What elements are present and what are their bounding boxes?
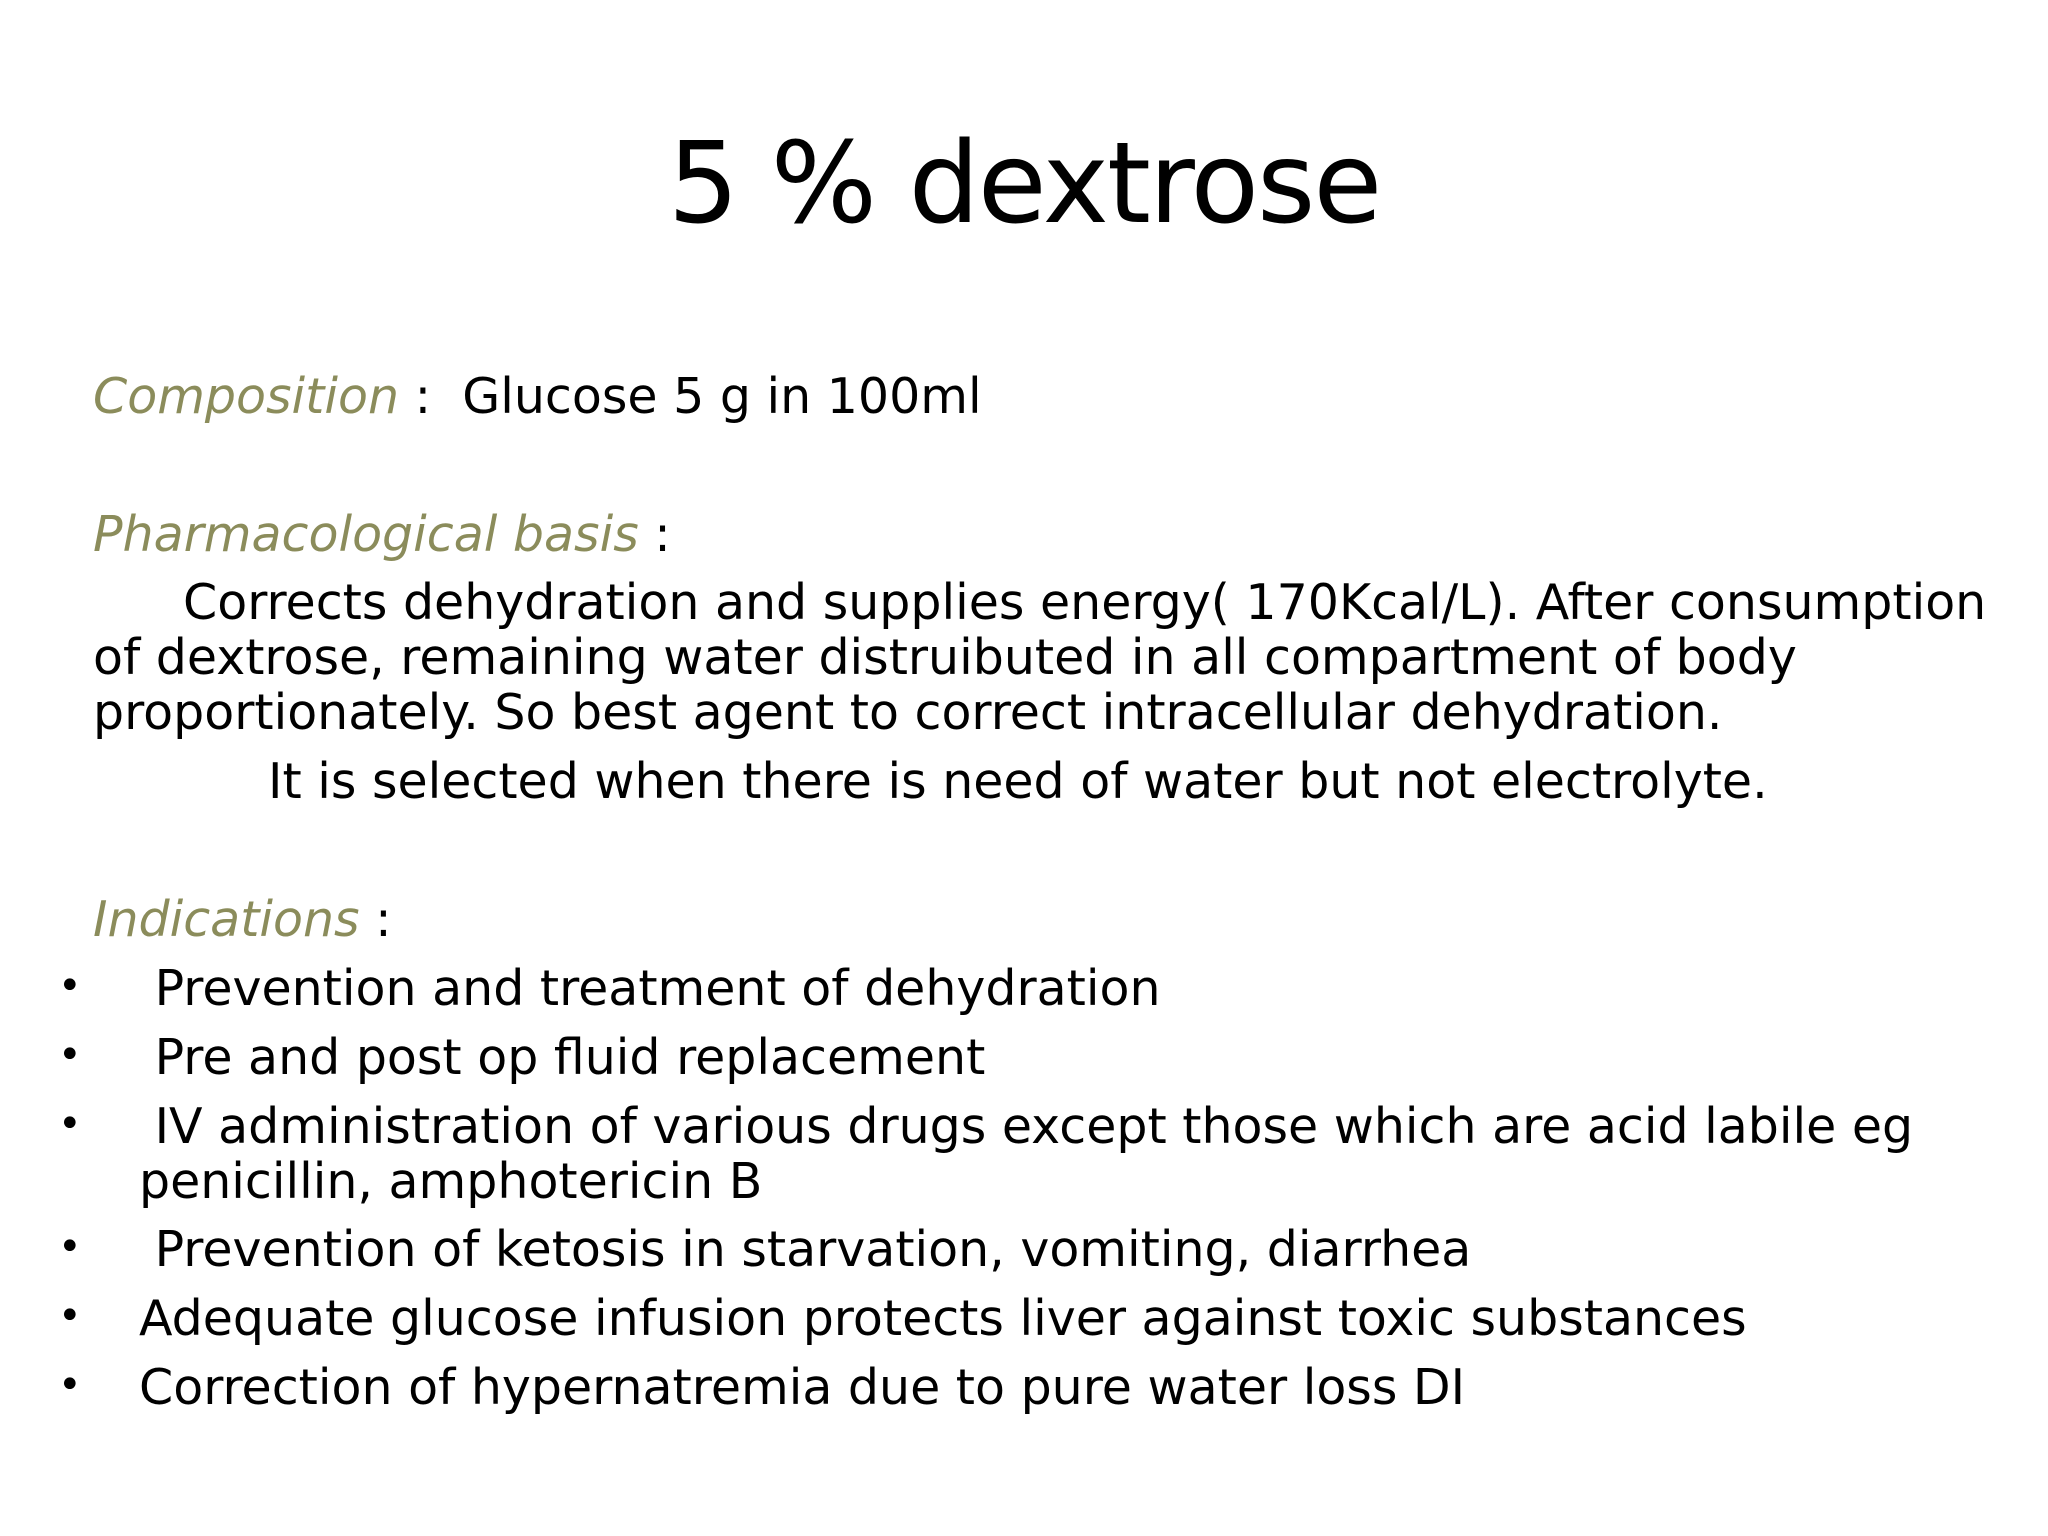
pharmacological-basis-line: of dextrose, remaining water distruibuted in all compartment of body bbox=[93, 629, 1797, 686]
bullet-icon: • bbox=[58, 1224, 82, 1270]
bullet-icon: • bbox=[58, 1293, 82, 1339]
pharmacological-basis-line: proportionately. So best agent to correct intracellular dehydration. bbox=[93, 684, 1723, 741]
indications-label: Indications bbox=[93, 891, 360, 948]
list-item-text: IV administration of various drugs except those which are acid labile eg bbox=[139, 1098, 1914, 1155]
bullet-icon: • bbox=[58, 963, 82, 1009]
composition-line bbox=[93, 368, 982, 425]
list-item-continuation: penicillin, amphotericin B bbox=[139, 1153, 763, 1210]
composition-label: Composition bbox=[93, 368, 400, 425]
slide-title: 5 % dextrose bbox=[667, 119, 1381, 249]
indications-heading bbox=[93, 891, 392, 948]
pharmacological-basis-line: It is selected when there is need of water but not electrolyte. bbox=[268, 753, 1768, 810]
composition-separator: : bbox=[399, 368, 463, 425]
list-item-text: Correction of hypernatremia due to pure water loss DI bbox=[139, 1359, 1466, 1416]
pharmacological-basis-label: Pharmacological basis bbox=[93, 506, 639, 563]
list-item-text: Pre and post op fluid replacement bbox=[139, 1029, 986, 1086]
list-item-text: Prevention and treatment of dehydration bbox=[139, 960, 1161, 1017]
bullet-icon: • bbox=[58, 1362, 82, 1408]
pharmacological-basis-line: Corrects dehydration and supplies energy( 170Kcal/L). After consumption bbox=[183, 574, 1987, 631]
composition-value: Glucose 5 g in 100ml bbox=[462, 368, 982, 425]
indications-separator: : bbox=[359, 891, 392, 948]
pharmacological-basis-heading bbox=[93, 506, 671, 563]
pharmacological-basis-separator: : bbox=[638, 506, 671, 563]
bullet-icon: • bbox=[58, 1032, 82, 1078]
bullet-icon: • bbox=[58, 1101, 82, 1147]
list-item-text: Adequate glucose infusion protects liver against toxic substances bbox=[139, 1290, 1747, 1347]
list-item-text: Prevention of ketosis in starvation, vomiting, diarrhea bbox=[139, 1221, 1472, 1278]
